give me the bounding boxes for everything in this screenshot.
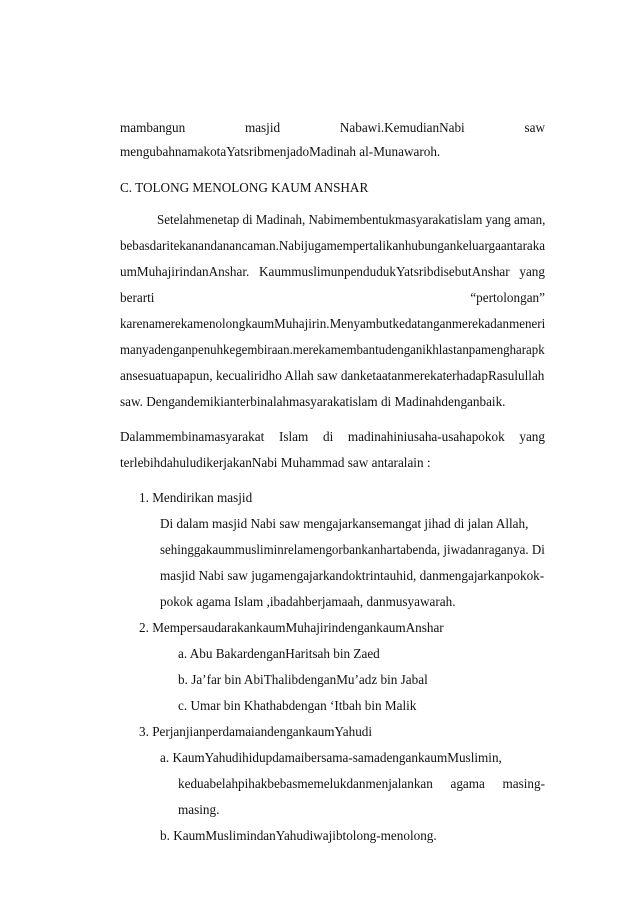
para2-line8: saw. Dengandemikianterbinalahmasyarakatislam di Madinahdenganbaik. [120, 394, 506, 409]
list-item-3-title: 3. PerjanjianperdamaiandengankaumYahudi [139, 724, 373, 739]
list-item-1-line1: Di dalam masjid Nabi saw mengajarkansemangat jihad di jalan Allah, [160, 516, 529, 531]
word: berarti [120, 290, 155, 305]
word: keduabelahpihakbebasmemelukdanmenjalankan [178, 776, 433, 791]
word: Dalammembinamasyarakat [120, 429, 265, 444]
list-item-1-line3: masjid Nabi saw jugamengajarkandoktrintauhid, danmengajarkanpokok- [160, 568, 545, 583]
list-item-2-sub-c: c. Umar bin Khathabdengan ‘Itbah bin Malik [178, 698, 417, 713]
section-heading: C. TOLONG MENOLONG KAUM ANSHAR [120, 180, 369, 195]
list-item-3-sub-a-line1: a. KaumYahudihidupdamaibersama-samadengankaumMuslimin, [160, 750, 502, 765]
list-item-3-sub-a-line3: masing. [178, 802, 220, 817]
word: yang [519, 429, 545, 444]
word: Nabawi.KemudianNabi [339, 120, 465, 135]
list-item-2-title: 2. MempersaudarakankaumMuhajirindengankaumAnshar [139, 620, 444, 635]
list-item-1-line4: pokok agama Islam ,ibadahberjamaah, danmusyawarah. [160, 594, 456, 609]
list-item-1-line2: sehinggakaummusliminrelamengorbankanhartabenda, jiwadanraganya. Di [160, 542, 545, 557]
para3-line1 [120, 429, 545, 445]
para2-line7: ansesuatuapapun, kecualiridho Allah saw danketaatanmerekaterhadapRasulullah [120, 368, 545, 383]
word: di [322, 429, 334, 444]
para2-line6: manyadenganpenuhkegembiraan.merekamembantudenganikhlastanpamengharapk [120, 342, 545, 357]
list-item-3-sub-b-line1: b. KaumMuslimindanYahudiwajibtolong-menolong. [160, 828, 437, 843]
list-item-1-title: 1. Mendirikan masjid [139, 490, 253, 505]
word: masjid [244, 120, 281, 135]
word: mambangun [120, 120, 186, 135]
para2-line3 [120, 264, 545, 280]
para2-line1: Setelahmenetap di Madinah, Nabimembentukmasyarakatislam yang aman, [157, 212, 546, 227]
para2-line2: bebasdaritekanandanancaman.Nabijugamempertalikanhubungankeluargaantaraka [120, 238, 545, 253]
list-item-3-sub-a-line2 [178, 776, 545, 792]
para2-line5: karenamerekamenolongkaumMuhajirin.Menyambutkedatanganmerekadanmeneri [120, 316, 546, 331]
list-item-2-sub-a: a. Abu BakardenganHaritsah bin Zaed [178, 646, 380, 661]
list-item-2-sub-b: b. Ja’far bin AbiThalibdenganMu’adz bin Jabal [178, 672, 428, 687]
word: madinahiniusaha-usahapokok [347, 429, 505, 444]
word: saw [524, 120, 545, 135]
word: “pertolongan” [470, 290, 545, 305]
para2-line4 [120, 290, 545, 306]
para3-line2: terlebihdahuludikerjakanNabi Muhammad saw antaralain : [120, 455, 431, 470]
word: Islam [278, 429, 309, 444]
word: agama [450, 776, 485, 791]
word: yang [519, 264, 545, 279]
para1-line2: mengubahnamakotaYatsribmenjadoMadinah al-Munawaroh. [120, 144, 441, 159]
word: umMuhajirindanAnshar. [120, 264, 250, 279]
word: KaummuslimunpendudukYatsribdisebutAnshar [258, 264, 510, 279]
para1-line1 [120, 120, 545, 136]
word: masing- [502, 776, 545, 791]
